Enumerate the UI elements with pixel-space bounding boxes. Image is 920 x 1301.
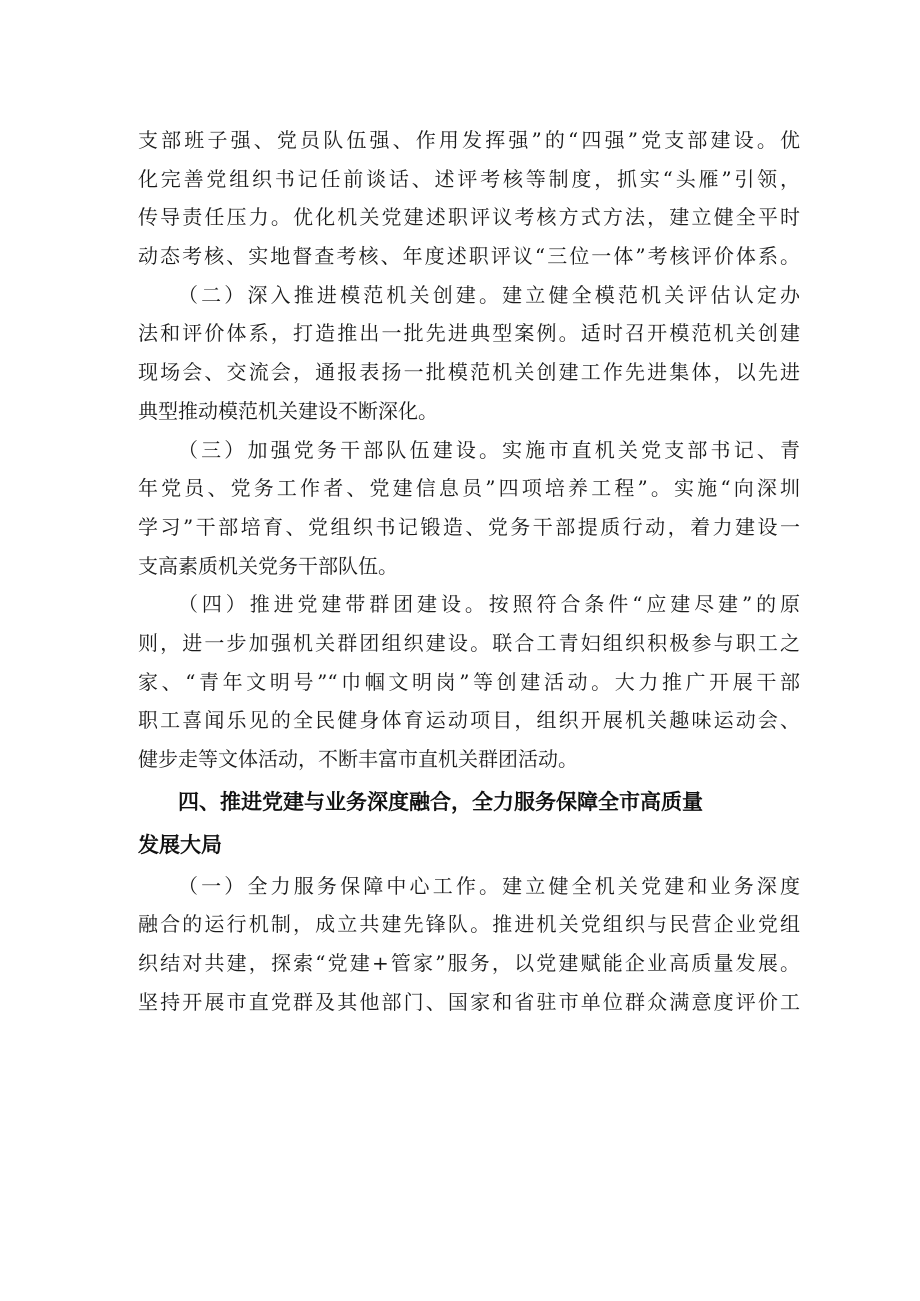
paragraph-service-center-work bbox=[138, 867, 800, 1022]
text-line: 健步走等文体活动，不断丰富市直机关群团活动。 bbox=[138, 747, 578, 771]
text-line: 传导责任压力。优化机关党建述职评议考核方式方法，建立健全平时 bbox=[138, 205, 800, 230]
text-line: 年党员、党务工作者、党建信息员”四项培养工程”。实施“向深圳 bbox=[138, 476, 800, 501]
text-line: 支部班子强、党员队伍强、作用发挥强”的“四强”党支部建设。优 bbox=[138, 128, 800, 152]
document-page bbox=[138, 121, 800, 1021]
text-line: 典型推动模范机关建设不断深化。 bbox=[138, 398, 438, 423]
text-line: 法和评价体系，打造推出一批先进典型案例。适时召开模范机关创建 bbox=[138, 321, 800, 346]
text-line: （三）加强党务干部队伍建设。实施市直机关党支部书记、青 bbox=[178, 437, 800, 462]
text-line: 现场会、交流会，通报表扬一批模范机关创建工作先进集体，以先进 bbox=[138, 360, 800, 385]
paragraph-mass-organizations bbox=[138, 585, 800, 778]
text-line: （四）推进党建带群团建设。按照符合条件“应建尽建”的原 bbox=[178, 592, 800, 617]
section-heading-line: 四、推进党建与业务深度融合，全力服务保障全市高质量 bbox=[178, 789, 703, 814]
section-heading bbox=[138, 781, 800, 867]
text-line: （二）深入推进模范机关创建。建立健全模范机关评估认定办 bbox=[178, 282, 800, 307]
text-line: 坚持开展市直党群及其他部门、国家和省驻市单位群众满意度评价工 bbox=[138, 989, 800, 1014]
text-line: 则，进一步加强机关群团组织建设。联合工青妇组织积极参与职工之 bbox=[138, 630, 800, 655]
text-line: 化完善党组织书记任前谈话、述评考核等制度，抓实“头雁”引领， bbox=[138, 166, 800, 191]
text-line: 职工喜闻乐见的全民健身体育运动项目，组织开展机关趣味运动会、 bbox=[138, 708, 800, 733]
text-line: 支高素质机关党务干部队伍。 bbox=[138, 553, 398, 578]
paragraph-model-organ bbox=[138, 276, 800, 431]
text-line: 织结对共建，探索“党建+管家”服务，以党建赋能企业高质量发展。 bbox=[138, 951, 800, 976]
paragraph-four-strong bbox=[138, 121, 800, 276]
text-line: 动态考核、实地督查考核、年度述职评议“三位一体”考核评价体系。 bbox=[138, 244, 800, 269]
text-line: 融合的运行机制，成立共建先锋队。推进机关党组织与民营企业党组 bbox=[138, 912, 800, 937]
text-line: 学习”干部培育、党组织书记锻造、党务干部提质行动，着力建设一 bbox=[138, 514, 800, 539]
text-line: （一）全力服务保障中心工作。建立健全机关党建和业务深度 bbox=[178, 873, 800, 898]
text-line: 家、“青年文明号”“巾帼文明岗”等创建活动。大力推广开展干部 bbox=[138, 669, 800, 694]
paragraph-cadre-team bbox=[138, 431, 800, 586]
section-heading-line: 发展大局 bbox=[138, 832, 222, 857]
